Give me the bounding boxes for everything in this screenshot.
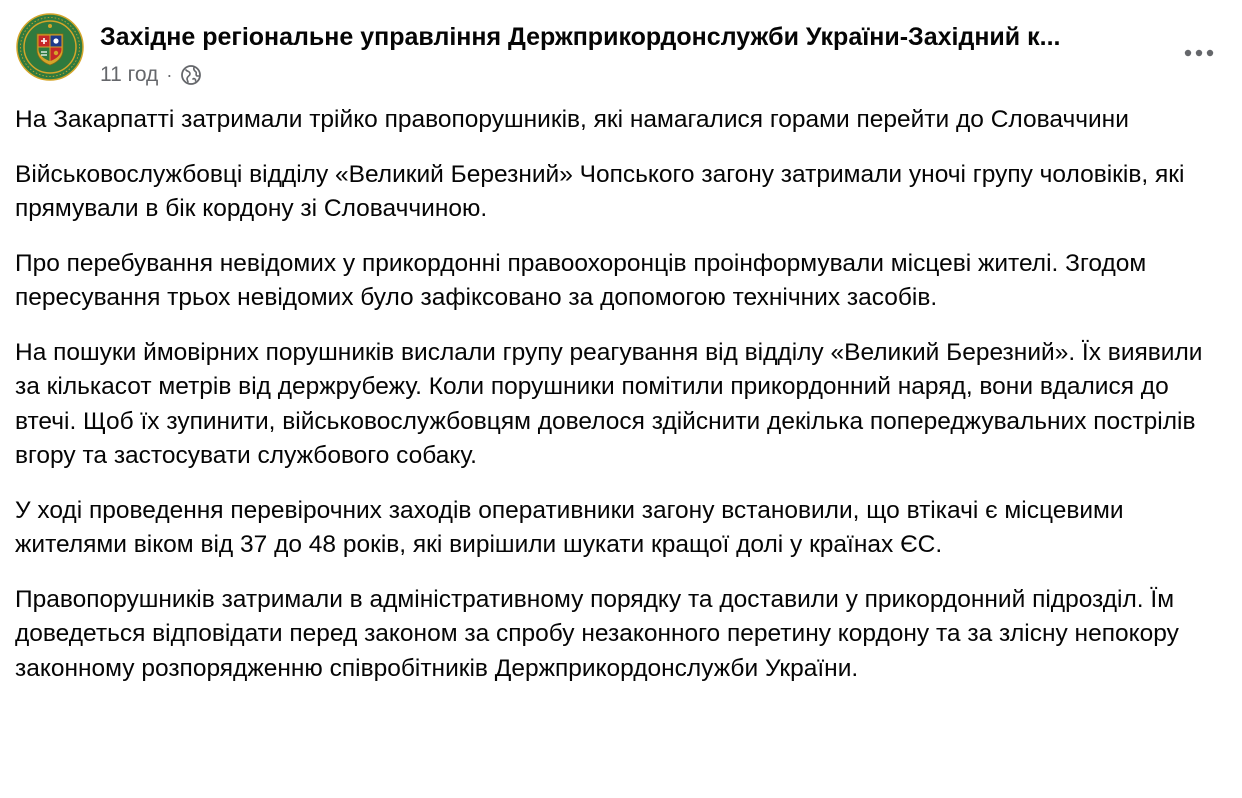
post-paragraph: Військовослужбовці відділу «Великий Березний» Чопського загону затримали уночі групу чоловіків, які прямували в бік кордону зі Словаччиною. [15, 160, 1185, 222]
post-paragraph: Про перебування невідомих у прикордонні правоохоронців проінформували місцеві жителі. Згодом пересування трьох невідомих було зафіксовано за допомогою технічних засобів. [15, 249, 1147, 311]
post-paragraph: На Закарпатті затримали трійко правопорушників, які намагалися горами перейти до Словаччини [15, 106, 1129, 133]
post-paragraph: У ході проведення перевірочних заходів оперативники загону встановили, що втікачі є місцевими жителями віком від 37 до 48 років, які вирішили шукати кращої долі у країнах ЄС. [15, 496, 1124, 558]
meta-separator: · [166, 64, 173, 85]
post-paragraph: На пошуки ймовірних порушників вислали групу реагування від відділу «Великий Березний». Їх виявили за кількасот метрів від держрубежу. Коли порушники помітили прикордонний наряд, вони вдалися до втечі. Щоб їх зупинити, військовослужбовцям довелося здійснити декілька попереджувальних пострілів вгору та застосувати службового собаку. [15, 338, 1203, 469]
more-options-button[interactable] [1176, 30, 1222, 76]
more-horizontal-icon [1184, 49, 1214, 57]
page-name[interactable]: Західне регіональне управління Держприкордонслужби України-Західний к... [100, 23, 1061, 51]
coat-of-arms-emblem-icon [15, 12, 85, 82]
page-avatar[interactable] [15, 12, 85, 82]
post-meta [100, 60, 202, 90]
globe-icon[interactable] [180, 64, 202, 86]
post-paragraph: Правопорушників затримали в адміністративному порядку та доставили у прикордонний підрозділ. Їм доведеться відповідати перед законом за спробу незаконного перетину кордону та за злісну непокору законному розпорядженню співробітників Держприкордонслужби України. [15, 585, 1179, 682]
post-header [0, 0, 1242, 100]
post-body [15, 103, 1230, 706]
post-timestamp[interactable]: 11 год [100, 63, 159, 86]
